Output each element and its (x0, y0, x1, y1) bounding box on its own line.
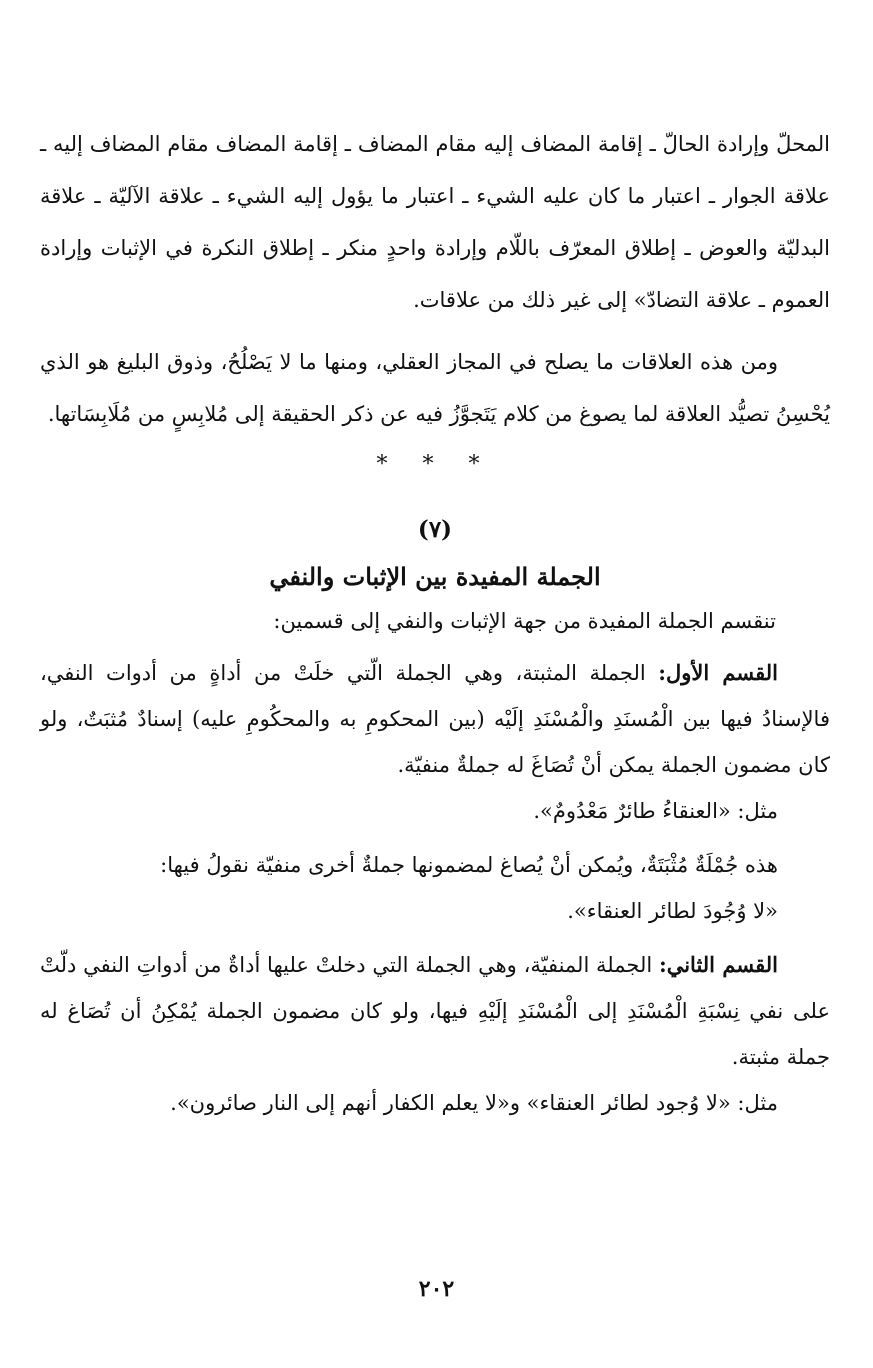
note-affirmative-line-1: هذه جُمْلَةٌ مُثْبَتَةٌ، ويُمكن أنْ يُصاغ لمضمونها جملةٌ أخرى منفيّة نقولُ فيها: (160, 853, 778, 877)
section-negative (40, 942, 830, 1080)
chapter-intro: تنقسم الجملة المفيدة من جهة الإثبات والنفي إلى قسمين: (273, 609, 776, 633)
example-negative: مثل: «لا وُجود لطائر العنقاء» و«لا يعلم الكفار أنهم إلى النار صائرون». (170, 1091, 778, 1115)
paragraph-relations-list: المحلّ وإرادة الحالّ ـ إقامة المضاف إليه مقام المضاف ـ إقامة المضاف مقام المضاف إليه ـ علاقة الجوار ـ اعتبار ما كان عليه الشيء ـ اعتبار ما يؤول إليه الشيء ـ علاقة الآليّة ـ علاقة البدليّة والعوض ـ إطلاق المعرّف باللّام وإرادة واحدٍ منكر ـ إطلاق النكرة في الإثبات وإرادة العموم ـ علاقة التضادّ» إلى غير ذلك من علاقات. (40, 132, 830, 312)
book-page (40, 118, 830, 1126)
note-affirmative-line-2: «لا وُجُودَ لطائر العنقاء». (567, 899, 778, 923)
example-affirmative: مثل: «العنقاءُ طائرٌ مَعْدُومٌ». (533, 799, 778, 823)
section-separator: * * * (376, 452, 494, 477)
section-negative-text: الجملة المنفيّة، وهي الجملة التي دخلتْ عليها أداةٌ من أدواتِ النفي دلّتْ على نفي نِسْبَةِ الْمُسْنَدِ إلى الْمُسْنَدِ إلَيْهِ فيها، ولو كان مضمون الجملة يُمْكِنُ أن تُصَاغ له جملة مثبتة. (40, 953, 830, 1069)
section-negative-heading: القسم الثاني: (658, 952, 778, 977)
section-affirmative-text: الجملة المثبتة، وهي الجملة الّتي خلَتْ من أداةٍ من أدوات النفي، فالإسنادُ فيها بين الْمُسنَدِ والْمُسْنَدِ إلَيْه (بين المحكومِ به والمحكُومِ عليه) إسنادٌ مُثبَتٌ، ولو كان مضمون الجملة يمكن أنْ تُصَاغَ له جملةٌ منفيّة. (40, 661, 830, 777)
paragraph-relations-eloquence: ومن هذه العلاقات ما يصلح في المجاز العقلي، ومنها ما لا يَصْلُحُ، وذوق البليغ هو الذي يُحْسِنُ تصيُّد العلاقة لما يصوغ من كلام يَتَجوَّزُ فيه عن ذكر الحقيقة إلى مُلابِسٍ من مُلَابِسَاتها. (40, 350, 830, 426)
section-affirmative-heading: القسم الأول: (658, 660, 779, 685)
chapter-number: (٧) (417, 516, 453, 543)
page-number: ٢٠٢ (418, 1276, 455, 1302)
chapter-title: الجملة المفيدة بين الإثبات والنفي (269, 562, 601, 591)
section-affirmative (40, 650, 830, 788)
